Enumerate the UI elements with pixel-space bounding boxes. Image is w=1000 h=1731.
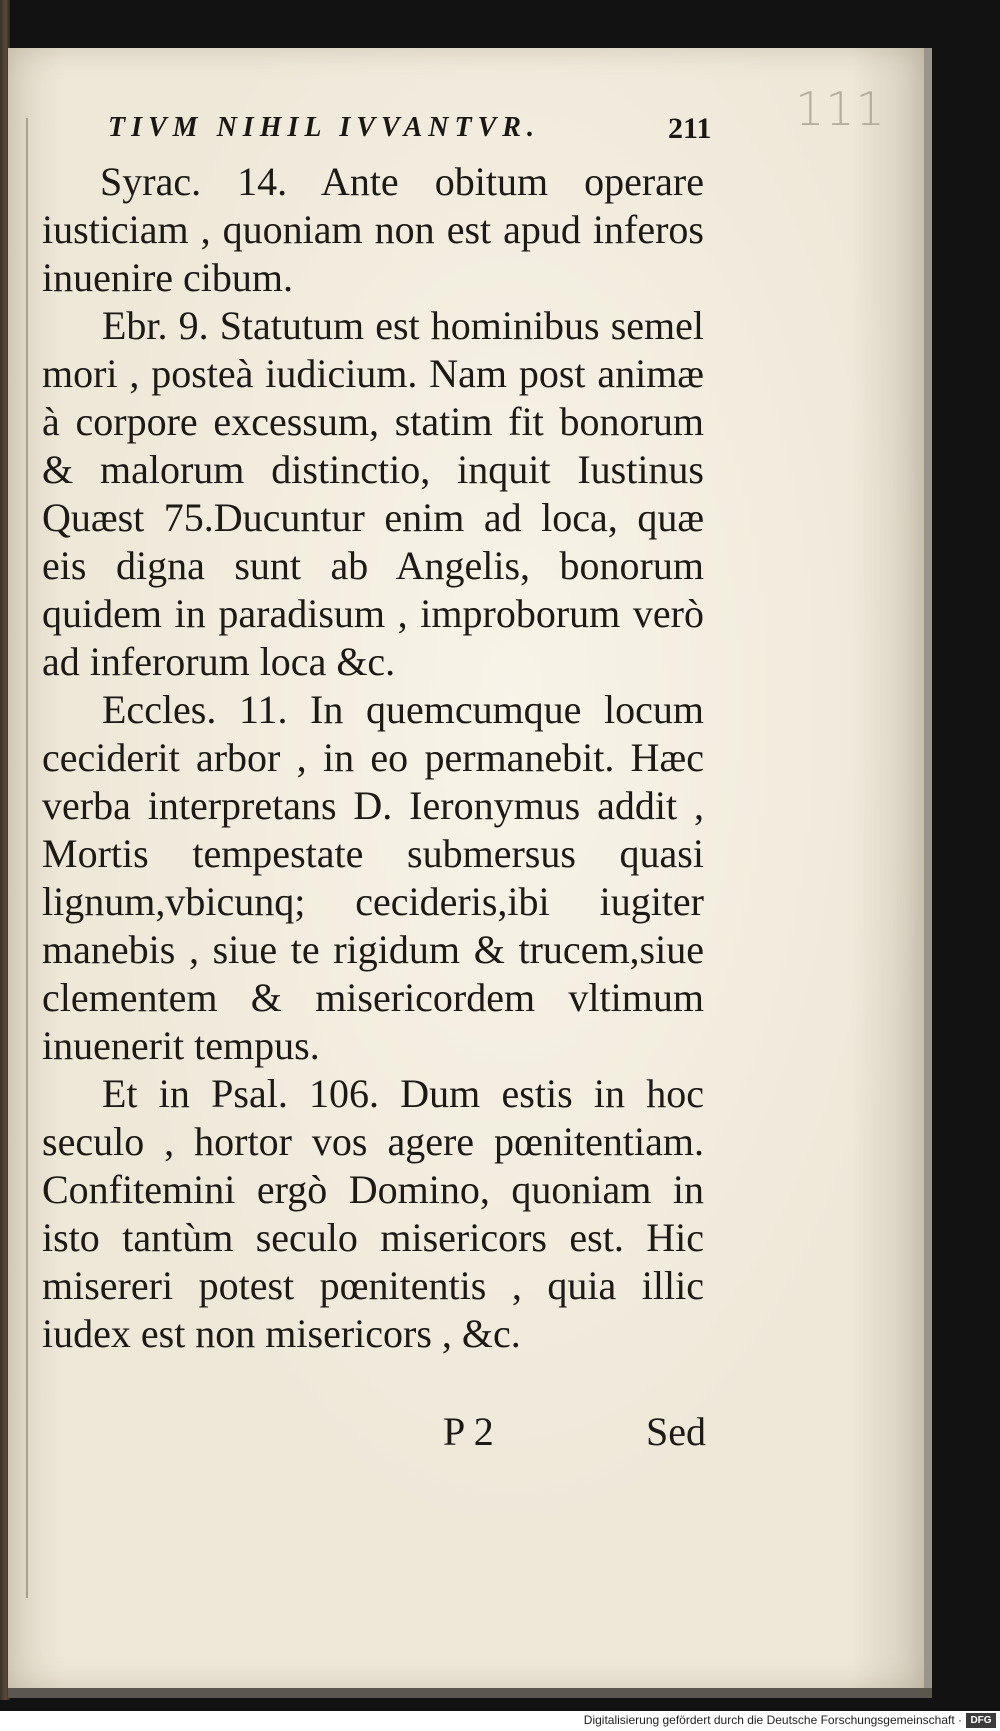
digitization-credit: Digitalisierung gefördert durch die Deutsche Forschungsgemeinschaft · <box>583 1713 962 1727</box>
handwritten-folio-number: 111 <box>795 82 886 136</box>
paragraph: Et in Psal. 106. Dum estis in hoc seculo , hortor vos agere pœnitentiam. Confitemini ergò Domino, quoniam in isto tantùm seculo misericors est. Hic misereri potest pœnitentis , quia illic iudex est non misericors , &c. <box>42 1071 704 1356</box>
paragraph: Eccles. 11. In quemcumque locum ceciderit arbor , in eo permanebit. Hæc verba interpretans D. Ieronymus addit , Mortis tempestate submersus quasi lignum,vbicunq; cecideris,ibi iugiter manebis , siue te rigidum & trucem,siue clementem & misericordem vltimum inuenerit tempus. <box>42 687 704 1068</box>
gutter-shadow <box>26 118 28 1598</box>
page-bottom-edge <box>8 1688 932 1698</box>
main-text <box>42 158 704 1358</box>
catchword: Sed <box>646 1409 706 1454</box>
running-head: TIVM NIHIL IVVANTVR. <box>108 112 540 143</box>
catch-line <box>0 1408 1000 1458</box>
signature-mark: P 2 <box>443 1409 494 1454</box>
page-number: 211 <box>668 112 712 145</box>
dfg-logo: DFG <box>966 1713 996 1728</box>
paragraph: Ebr. 9. Statutum est hominibus semel mori , posteà iudicium. Nam post animæ à corpore excessum, statim fit bonorum & malorum distinctio, inquit Iustinus Quæst 75.Ducuntur enim ad loca, quæ eis digna sunt ab Angelis, bonorum quidem in paradisum , improborum verò ad inferorum loca &c. <box>42 303 704 684</box>
paragraph: Syrac. 14. Ante obitum operare iusticiam , quoniam non est apud inferos inuenire cibum. <box>42 159 704 300</box>
